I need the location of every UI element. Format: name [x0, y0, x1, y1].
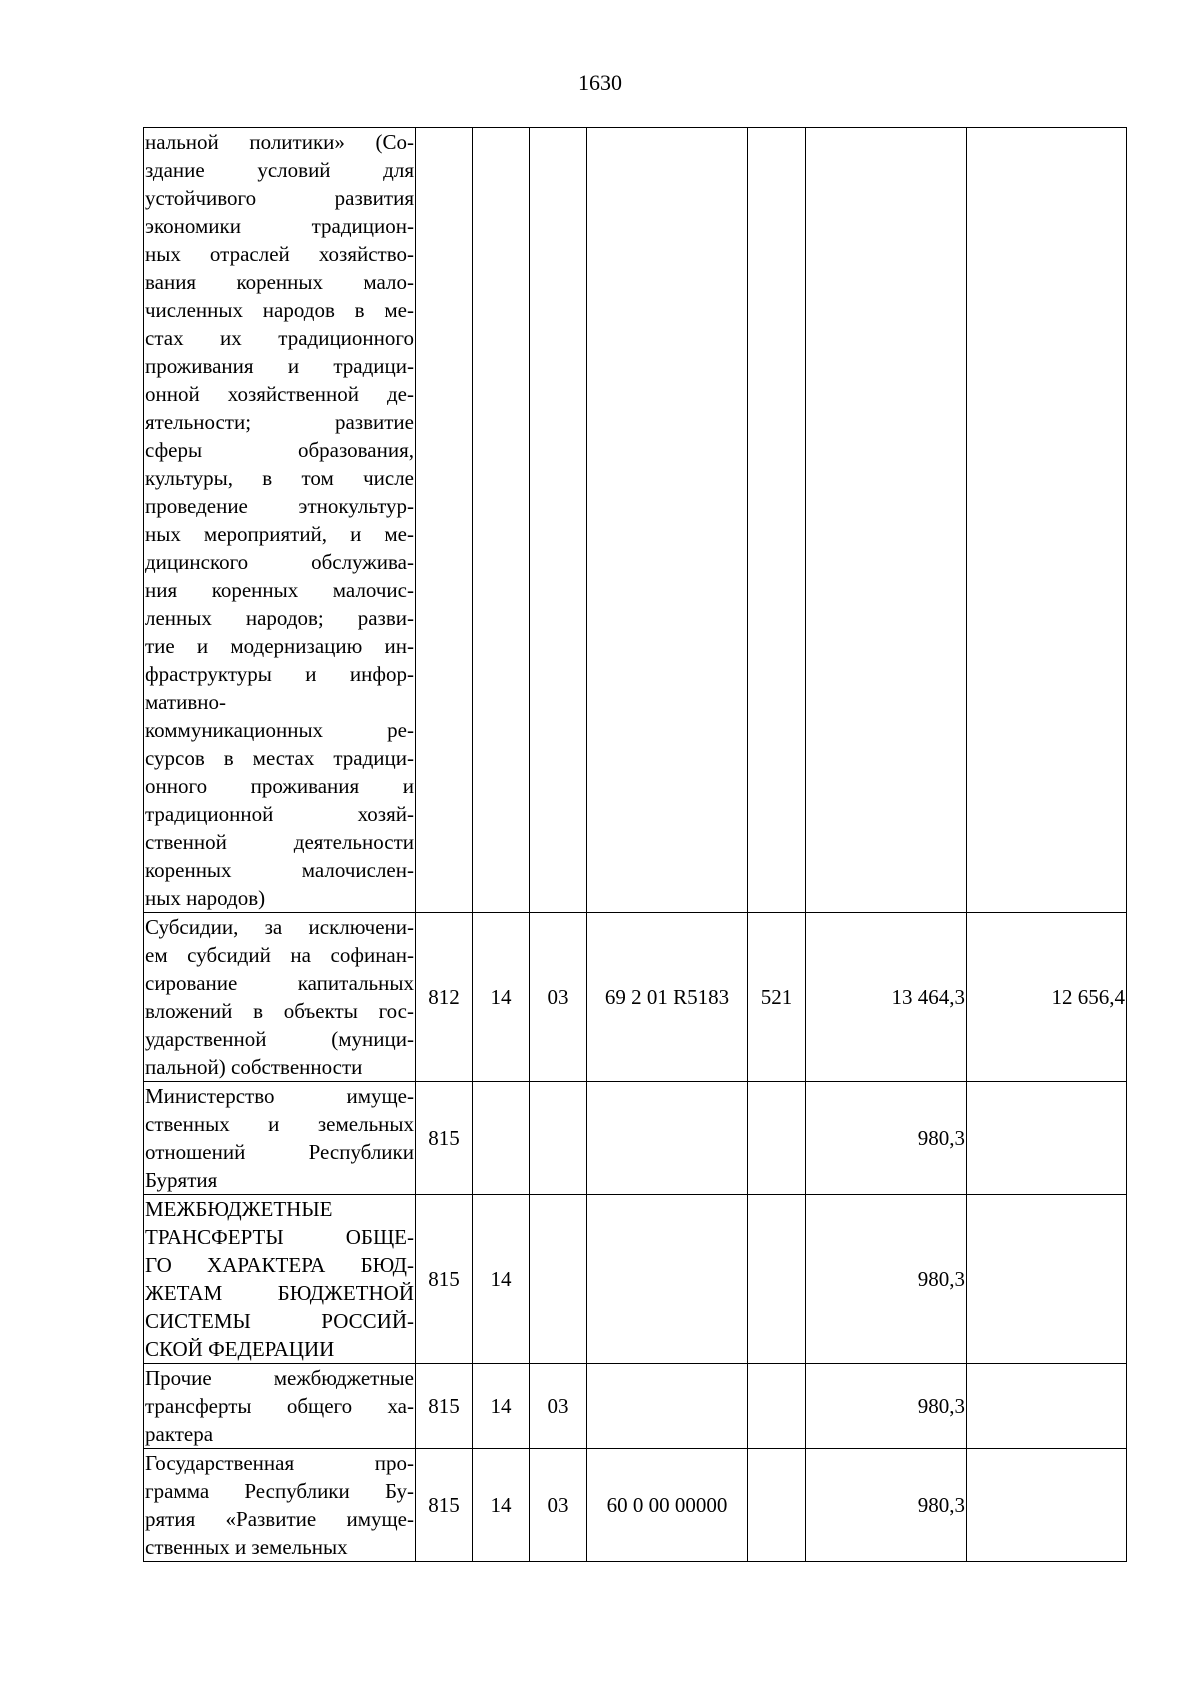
item-name-line: МЕЖБЮДЖЕТНЫЕ: [145, 1197, 333, 1221]
item-name-line: проживания и традици-: [145, 354, 414, 378]
item-name-cell: [144, 1364, 416, 1449]
item-name-line: ленных народов; разви-: [145, 606, 414, 630]
item-name-line: традиционной хозяй-: [145, 802, 414, 826]
table-row: [144, 913, 1127, 1082]
expense-type-cell: [748, 1082, 806, 1195]
ministry-code-cell: 815: [416, 1195, 473, 1364]
section-code-cell: 14: [473, 1195, 530, 1364]
amount-1-cell: 980,3: [806, 1195, 967, 1364]
item-name-line: онного проживания и: [145, 774, 414, 798]
item-name-line: ственной деятельности: [145, 830, 414, 854]
item-name-line: численных народов в ме-: [145, 298, 414, 322]
subsection-code-cell: [530, 128, 587, 913]
item-name-line: ГО ХАРАКТЕРА БЮД-: [145, 1253, 414, 1277]
item-name-line: Бурятия: [145, 1168, 218, 1192]
item-name-line: ятельности; развитие: [145, 410, 414, 434]
section-code-cell: 14: [473, 913, 530, 1082]
item-name-line: нальной политики» (Со-: [145, 130, 414, 154]
item-name-line: дицинского обслужива-: [145, 550, 414, 574]
item-name-line: ния коренных малочис-: [145, 578, 414, 602]
table-body: [144, 128, 1127, 1562]
table-row: [144, 1364, 1127, 1449]
item-name-line: Министерство имуще-: [145, 1084, 414, 1108]
item-name-line: ных мероприятий, и ме-: [145, 522, 414, 546]
ministry-code-cell: 815: [416, 1082, 473, 1195]
item-name-line: рактера: [145, 1422, 214, 1446]
table-row: [144, 1449, 1127, 1562]
expense-type-cell: 521: [748, 913, 806, 1082]
target-article-cell: [587, 1364, 748, 1449]
item-name-cell: [144, 128, 416, 913]
target-article-cell: [587, 1195, 748, 1364]
ministry-code-cell: [416, 128, 473, 913]
amount-1-cell: 980,3: [806, 1364, 967, 1449]
item-name-line: здание условий для: [145, 158, 414, 182]
expense-type-cell: [748, 1195, 806, 1364]
target-article-cell: 69 2 01 R5183: [587, 913, 748, 1082]
item-name-line: грамма Республики Бу-: [145, 1479, 414, 1503]
item-name-line: ных отраслей хозяйство-: [145, 242, 414, 266]
item-name-line: фраструктуры и инфор-: [145, 662, 414, 686]
item-name-line: культуры, в том числе: [145, 466, 414, 490]
table-row: [144, 128, 1127, 913]
section-code-cell: [473, 128, 530, 913]
table-row: [144, 1082, 1127, 1195]
subsection-code-cell: [530, 1195, 587, 1364]
item-name-line: устойчивого развития: [145, 186, 414, 210]
amount-1-cell: [806, 128, 967, 913]
item-name-cell: [144, 1195, 416, 1364]
amount-2-cell: 12 656,4: [967, 913, 1127, 1082]
target-article-cell: [587, 128, 748, 913]
item-name-line: вложений в объекты гос-: [145, 999, 414, 1023]
ministry-code-cell: 812: [416, 913, 473, 1082]
amount-1-cell: 980,3: [806, 1449, 967, 1562]
section-code-cell: [473, 1082, 530, 1195]
target-article-cell: [587, 1082, 748, 1195]
table-row: [144, 1195, 1127, 1364]
subsection-code-cell: 03: [530, 1364, 587, 1449]
expense-type-cell: [748, 1449, 806, 1562]
item-name-line: пальной) собственности: [145, 1055, 363, 1079]
expense-type-cell: [748, 1364, 806, 1449]
item-name-line: Прочие межбюджетные: [145, 1366, 414, 1390]
item-name-line: СИСТЕМЫ РОССИЙ-: [145, 1309, 414, 1333]
item-name-line: экономики традицион-: [145, 214, 414, 238]
amount-2-cell: [967, 128, 1127, 913]
item-name-line: сурсов в местах традици-: [145, 746, 414, 770]
amount-2-cell: [967, 1364, 1127, 1449]
expense-type-cell: [748, 128, 806, 913]
item-name-line: трансферты общего ха-: [145, 1394, 414, 1418]
item-name-line: отношений Республики: [145, 1140, 414, 1164]
item-name-line: Субсидии, за исключени-: [145, 915, 414, 939]
section-code-cell: 14: [473, 1364, 530, 1449]
item-name-line: ЖЕТАМ БЮДЖЕТНОЙ: [145, 1281, 414, 1305]
amount-1-cell: 13 464,3: [806, 913, 967, 1082]
item-name-line: вания коренных мало-: [145, 270, 414, 294]
ministry-code-cell: 815: [416, 1364, 473, 1449]
item-name-line: стах их традиционного: [145, 326, 414, 350]
item-name-line: тие и модернизацию ин-: [145, 634, 414, 658]
item-name-line: Государственная про-: [145, 1451, 414, 1475]
item-name-line: коммуникационных ре-: [145, 718, 414, 742]
ministry-code-cell: 815: [416, 1449, 473, 1562]
amount-2-cell: [967, 1449, 1127, 1562]
item-name-line: ТРАНСФЕРТЫ ОБЩЕ-: [145, 1225, 414, 1249]
section-code-cell: 14: [473, 1449, 530, 1562]
page-number: 1630: [578, 70, 622, 95]
item-name-line: ударственной (муници-: [145, 1027, 414, 1051]
subsection-code-cell: 03: [530, 913, 587, 1082]
subsection-code-cell: 03: [530, 1449, 587, 1562]
subsection-code-cell: [530, 1082, 587, 1195]
amount-2-cell: [967, 1082, 1127, 1195]
target-article-cell: 60 0 00 00000: [587, 1449, 748, 1562]
item-name-cell: [144, 1449, 416, 1562]
item-name-cell: [144, 913, 416, 1082]
item-name-line: коренных малочислен-: [145, 858, 414, 882]
item-name-line: рятия «Развитие имуще-: [145, 1507, 414, 1531]
item-name-cell: [144, 1082, 416, 1195]
item-name-line: ственных и земельных: [145, 1535, 348, 1559]
amount-1-cell: 980,3: [806, 1082, 967, 1195]
item-name-line: сферы образования,: [145, 438, 414, 462]
budget-table: [143, 127, 1127, 1562]
amount-2-cell: [967, 1195, 1127, 1364]
item-name-line: ственных и земельных: [145, 1112, 414, 1136]
item-name-line: мативно-: [145, 690, 226, 714]
item-name-line: СКОЙ ФЕДЕРАЦИИ: [145, 1337, 335, 1361]
item-name-line: сирование капитальных: [145, 971, 414, 995]
item-name-line: проведение этнокультур-: [145, 494, 414, 518]
item-name-line: онной хозяйственной де-: [145, 382, 414, 406]
item-name-line: ных народов): [145, 886, 266, 910]
item-name-line: ем субсидий на софинан-: [145, 943, 414, 967]
